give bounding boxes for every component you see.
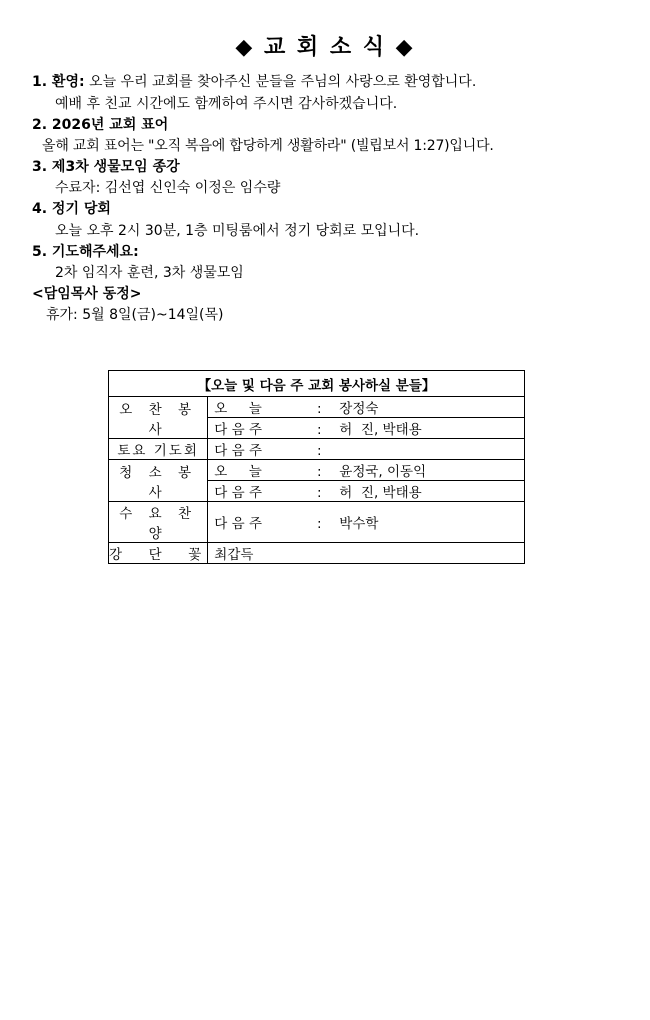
row-category: 청 소 봉 사: [109, 460, 208, 502]
item4-text: 오늘 오후 2시 30분, 1층 미팅룸에서 정기 당회로 모입니다.: [55, 223, 420, 239]
item3-heading: 3. 제3차 생물모임 종강: [32, 159, 180, 175]
pastor-heading: <담임목사 동정>: [32, 286, 142, 302]
row-colon: :: [317, 516, 322, 532]
row-label: 다 음 주: [214, 516, 263, 532]
item1-line: [32, 72, 476, 92]
row-detail: [208, 502, 525, 543]
row-names: 허 진, 박태용: [339, 485, 422, 501]
row-colon: :: [317, 464, 322, 480]
row-names: 허 진, 박태용: [339, 422, 422, 438]
item5-heading: 5. 기도해주세요:: [32, 244, 139, 260]
row-category: 수 요 찬 양: [109, 502, 208, 543]
table-row: [109, 397, 525, 418]
item4-heading: 4. 정기 당회: [32, 201, 111, 217]
row-colon: :: [317, 485, 322, 501]
item1-text2: 예배 후 친교 시간에도 함께하여 주시면 감사하겠습니다.: [55, 96, 398, 112]
row-colon: :: [317, 443, 322, 459]
row-label: 다 음 주: [214, 422, 263, 438]
row-names: 박수학: [339, 516, 379, 532]
item2-text: 올해 교회 표어는 "오직 복음에 합당하게 생활하라" (빌립보서 1:27)입니다.: [42, 138, 494, 154]
table-header-row: [109, 371, 525, 397]
row-colon: :: [317, 401, 322, 417]
row-names: 장정숙: [339, 401, 379, 417]
service-table: [108, 370, 525, 564]
row-detail: [208, 418, 525, 439]
row-detail: [208, 543, 525, 564]
row-label: 다 음 주: [214, 443, 263, 459]
row-detail: [208, 481, 525, 502]
table-row: [109, 460, 525, 481]
row-detail: [208, 439, 525, 460]
table-header: 【오늘 및 다음 주 교회 봉사하실 분들】: [109, 371, 525, 397]
pastor-text: 휴가: 5월 8일(금)~14일(목): [46, 307, 224, 323]
row-category: 강 단 꽃: [109, 543, 208, 564]
item5-text: 2차 임직자 훈련, 3차 생물모임: [55, 265, 244, 281]
row-label: 다 음 주: [214, 485, 263, 501]
row-label: 오 늘: [214, 464, 262, 480]
item2-heading: 2. 2026년 교회 표어: [32, 117, 169, 133]
row-detail: [208, 460, 525, 481]
row-label: 오 늘: [214, 401, 262, 417]
item1-heading: 1. 환영:: [32, 74, 85, 90]
table-row: [109, 502, 525, 543]
item3-text: 수료자: 김선엽 신인숙 이정은 임수량: [55, 180, 281, 196]
row-detail: [208, 397, 525, 418]
page-title: ◆ 교 회 소 식 ◆: [235, 35, 415, 60]
row-colon: :: [317, 422, 322, 438]
table-row: [109, 543, 525, 564]
row-category: 토요 기도회: [109, 439, 208, 460]
table-row: [109, 439, 525, 460]
row-names: 윤정국, 이동익: [339, 464, 427, 480]
row-names: 최갑득: [214, 547, 254, 563]
row-category: 오 찬 봉 사: [109, 397, 208, 439]
item1-text: 오늘 우리 교회를 찾아주신 분들을 주님의 사랑으로 환영합니다.: [89, 74, 477, 90]
